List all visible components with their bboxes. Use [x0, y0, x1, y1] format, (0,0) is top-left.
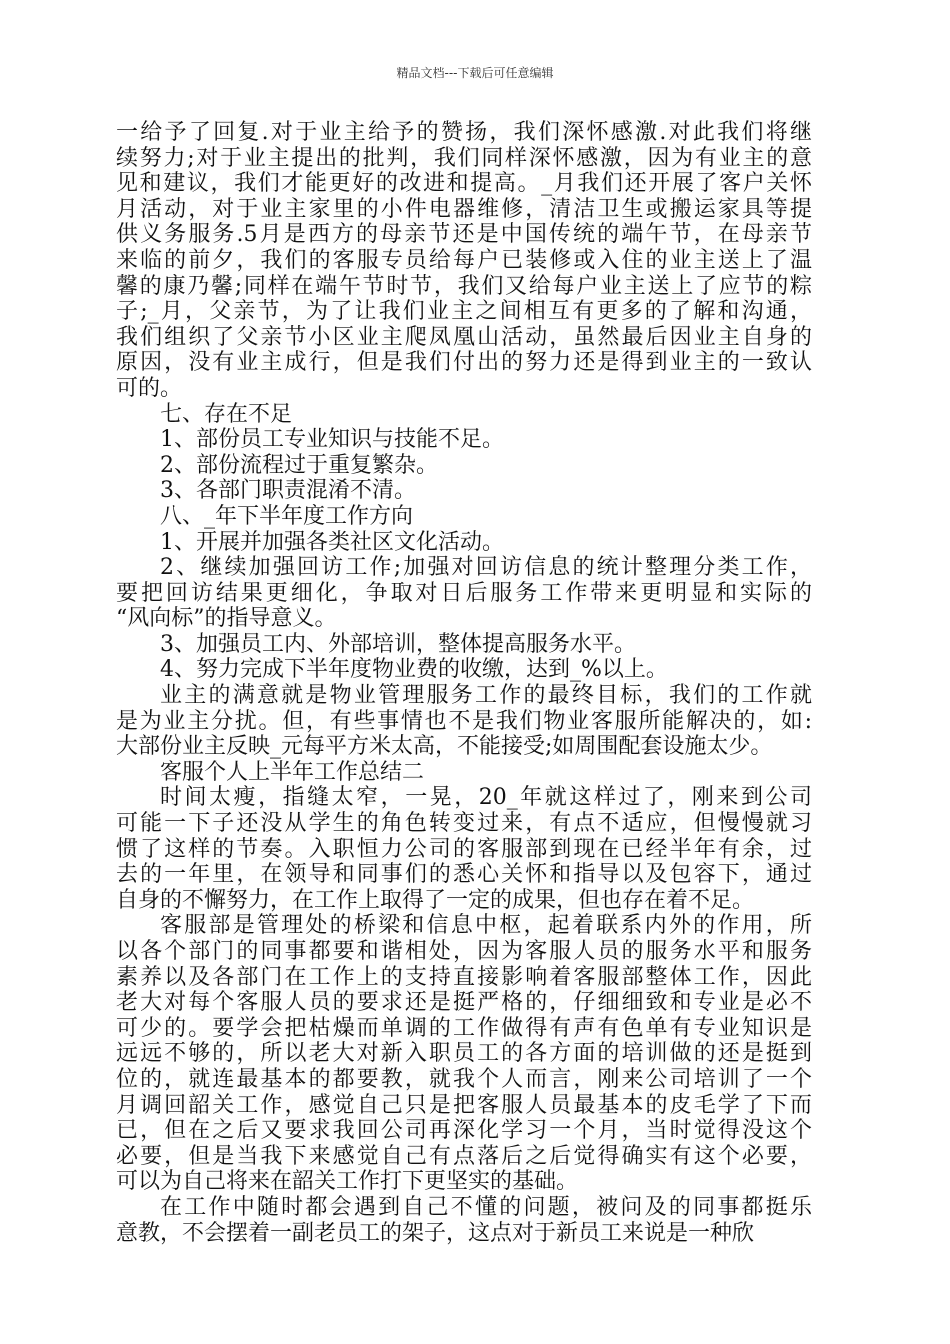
text-line: 大部份业主反映_元每平方米太高，不能接受;如周围配套设施太少。 [116, 734, 773, 760]
text-line: 在工作中随时都会遇到自己不懂的问题，被问及的同事都挺乐 [160, 1194, 812, 1220]
text-line: 位的，就连最基本的都要教，就我个人而言，刚来公司培训了一个 [116, 1066, 812, 1092]
text-line: 可少的。要学会把枯燥而单调的工作做得有声有色单有专业知识是 [116, 1015, 812, 1041]
text-line: 必要，但是当我下来感觉自己有点落后之后觉得确实有这个必要， [116, 1143, 812, 1169]
text-line: 1、开展并加强各类社区文化活动。 [160, 529, 504, 555]
text-line: 子;_月，父亲节，为了让我们业主之间相互有更多的了解和沟通， [116, 299, 812, 325]
text-line: 要把回访结果更细化，争取对日后服务工作带来更明显和实际的 [116, 580, 812, 606]
page-header: 精品文档---下载后可任意编辑 [396, 66, 554, 80]
text-line: 自身的不懈努力，在工作上取得了一定的成果，但也存在着不足。 [116, 887, 755, 913]
text-line: 是为业主分扰。但，有些事情也不是我们物业客服所能解决的，如: [116, 708, 812, 734]
text-line: 我们组织了父亲节小区业主爬凤凰山活动，虽然最后因业主自身的 [116, 324, 812, 350]
text-line: 可以为自己将来在韶关工作打下更坚实的基础。 [116, 1169, 579, 1195]
text-line: 一给予了回复.对于业主给予的赞扬，我们深怀感激.对此我们将继 [116, 120, 812, 145]
text-line: 见和建议，我们才能更好的改进和提高。_月我们还开展了客户关怀 [116, 171, 812, 197]
text-line: 续努力;对于业主提出的批判，我们同样深怀感激，因为有业主的意 [116, 145, 812, 171]
text-line: 客服部是管理处的桥梁和信息中枢，起着联系内外的作用，所 [160, 913, 812, 939]
document-body [116, 120, 812, 1246]
text-line: 已，但在之后又要求我回公司再深化学习一个月，当时觉得没这个 [116, 1118, 812, 1144]
text-line: 2、部份流程过于重复繁杂。 [160, 452, 438, 478]
text-line: 2、继续加强回访工作;加强对回访信息的统计整理分类工作， [160, 555, 812, 581]
text-line: 3、各部门职责混淆不清。 [160, 478, 416, 504]
text-line: “风向标”的指导意义。 [116, 606, 337, 632]
text-line: 可的。 [116, 375, 183, 401]
text-line: 惯了这样的节奏。入职恒力公司的客服部到现在已经半年有余，过 [116, 836, 812, 862]
text-line: 客服个人上半年工作总结二 [160, 759, 425, 785]
text-line: 老大对每个客服人员的要求还是挺严格的，仔细细致和专业是必不 [116, 990, 812, 1016]
text-line: 1、部份员工专业知识与技能不足。 [160, 427, 504, 453]
text-line: 意教，不会摆着一副老员工的架子，这点对于新员工来说是一种欣 [116, 1220, 755, 1246]
text-line: 时间太瘦，指缝太窄，一晃，20_年就这样过了，刚来到公司 [160, 785, 812, 811]
text-line: 可能一下子还没从学生的角色转变过来，有点不适应，但慢慢就习 [116, 811, 812, 837]
text-line: 原因，没有业主成行，但是我们付出的努力还是得到业主的一致认 [116, 350, 812, 376]
text-line: 远远不够的，所以老大对新入职员工的各方面的培训做的还是挺到 [116, 1041, 812, 1067]
text-line: 素养以及各部门在工作上的支持直接影响着客服部整体工作，因此 [116, 964, 812, 990]
text-line: 来临的前夕，我们的客服专员给每户已装修或入住的业主送上了温 [116, 247, 812, 273]
text-line: 去的一年里，在领导和同事们的悉心关怀和指导以及包容下，通过 [116, 862, 812, 888]
text-line: 4、努力完成下半年度物业费的收缴，达到_%以上。 [160, 657, 668, 683]
text-line: 供义务服务.5月是西方的母亲节还是中国传统的端午节，在母亲节 [116, 222, 812, 248]
text-line: 月活动，对于业主家里的小件电器维修，清洁卫生或搬运家具等提 [116, 196, 812, 222]
text-line: 月调回韶关工作，感觉自己只是把客服人员最基本的皮毛学了下而 [116, 1092, 812, 1118]
text-line: 以各个部门的同事都要和谐相处，因为客服人员的服务水平和服务 [116, 939, 812, 964]
text-line: 3、加强员工内、外部培训，整体提高服务水平。 [160, 631, 636, 657]
text-line: 八、_年下半年度工作方向 [160, 503, 414, 529]
text-line: 业主的满意就是物业管理服务工作的最终目标，我们的工作就 [160, 683, 812, 709]
text-line: 馨的康乃馨;同样在端午节时节，我们又给每户业主送上了应节的粽 [116, 273, 812, 299]
text-line: 七、存在不足 [160, 401, 293, 427]
